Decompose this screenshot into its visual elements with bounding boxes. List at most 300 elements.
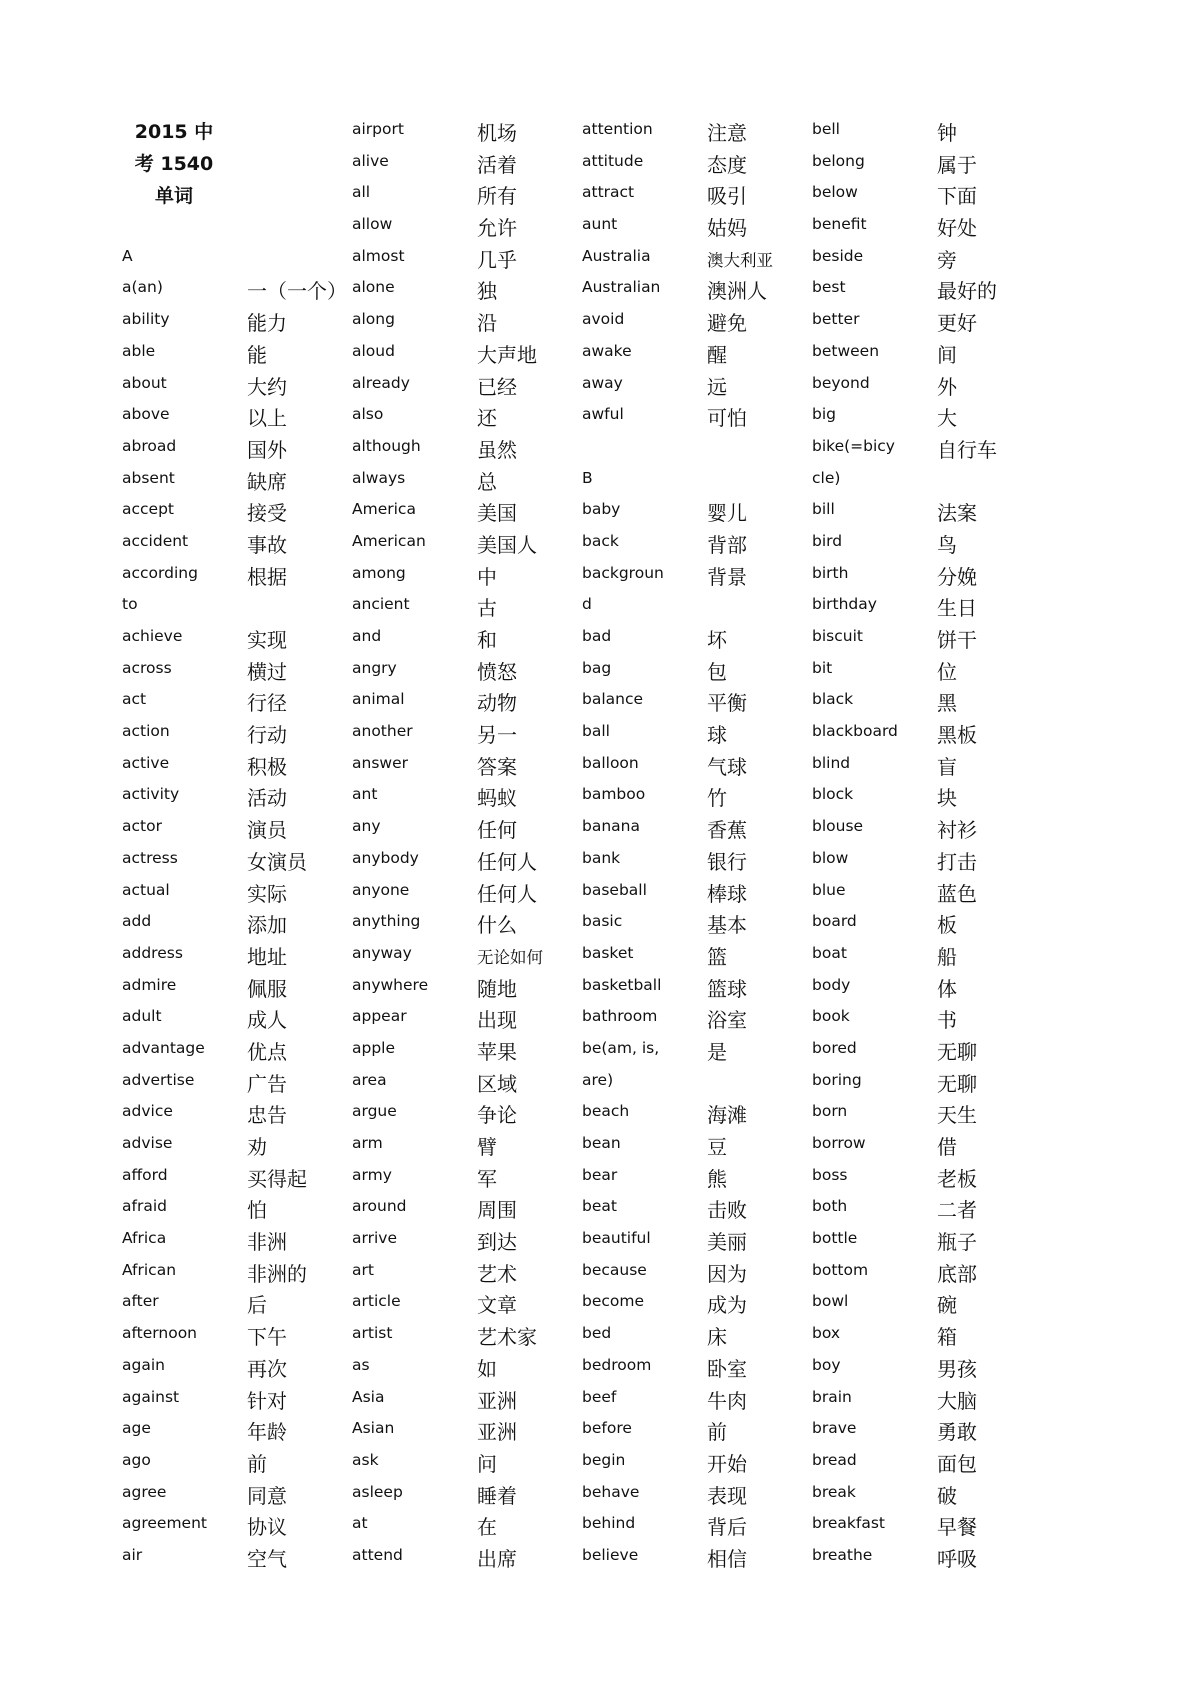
- chinese-meaning: 争论: [477, 1103, 517, 1128]
- english-word: allow: [352, 215, 393, 234]
- vocab-entry: [812, 211, 1052, 243]
- vocab-entry: [122, 781, 362, 813]
- english-word: alive: [352, 151, 389, 170]
- english-word: ability: [122, 310, 170, 329]
- vocab-entry: [812, 686, 1052, 718]
- english-word: ask: [352, 1450, 379, 1469]
- english-word: back: [582, 531, 619, 550]
- english-word: almost: [352, 246, 405, 265]
- english-word: argue: [352, 1102, 397, 1121]
- vocab-entry: [812, 877, 1052, 909]
- vocab-entry: [122, 940, 362, 972]
- chinese-meaning: 随地: [477, 976, 517, 1001]
- vocab-entry: [812, 1130, 1052, 1162]
- vocab-entry: [122, 1225, 362, 1257]
- chinese-meaning: 亚洲: [477, 1420, 517, 1445]
- chinese-meaning: 任何人: [477, 881, 537, 906]
- english-word: bear: [582, 1165, 618, 1184]
- vocab-entry: [122, 1067, 362, 1099]
- vocab-entry: [352, 1035, 592, 1067]
- english-word: asleep: [352, 1482, 403, 1501]
- chinese-meaning: 如: [477, 1356, 497, 1381]
- chinese-meaning: 沿: [477, 311, 497, 336]
- vocab-entry: [352, 1225, 592, 1257]
- english-word: bad: [582, 627, 612, 645]
- english-word: awake: [582, 341, 632, 360]
- english-word: add: [122, 912, 152, 931]
- vocab-entry: [812, 845, 1052, 877]
- english-word: Australian: [582, 278, 661, 297]
- vocab-entry: [122, 655, 362, 687]
- english-word: beach: [582, 1102, 630, 1121]
- vocab-entry: [352, 845, 592, 877]
- english-word: aloud: [352, 341, 395, 360]
- vocab-entry: [122, 560, 362, 592]
- vocab-entry: [352, 1257, 592, 1289]
- english-word: boss: [812, 1165, 848, 1184]
- chinese-meaning: 成为: [707, 1293, 747, 1318]
- chinese-meaning: 床: [707, 1325, 727, 1350]
- vocab-entry: [352, 274, 592, 306]
- english-word: area: [352, 1070, 387, 1089]
- title-line-3: 单词: [154, 185, 193, 207]
- vocab-entry: [582, 370, 822, 402]
- vocab-entry: [582, 877, 822, 909]
- english-word: between: [812, 341, 880, 360]
- vocab-entry: [812, 813, 1052, 845]
- chinese-meaning: 愤怒: [477, 659, 517, 684]
- chinese-meaning: 在: [477, 1515, 497, 1540]
- chinese-meaning: 事故: [247, 532, 287, 557]
- english-word: bank: [582, 848, 621, 867]
- chinese-meaning: 属于: [937, 152, 977, 177]
- english-word: art: [352, 1260, 374, 1279]
- chinese-meaning: 体: [937, 976, 957, 1001]
- chinese-meaning: 开始: [707, 1451, 747, 1476]
- chinese-meaning: 劝: [247, 1135, 267, 1159]
- english-word: board: [812, 912, 857, 931]
- vocab-entry: [582, 718, 822, 750]
- vocab-entry: [352, 1130, 592, 1162]
- vocab-entry: [582, 1384, 822, 1416]
- vocab-entry: [812, 1320, 1052, 1352]
- vocab-entry: [812, 1225, 1052, 1257]
- english-word: answer: [352, 753, 408, 772]
- english-word: balloon: [582, 753, 639, 772]
- vocab-entry: [582, 338, 822, 370]
- chinese-meaning: 任何人: [477, 849, 537, 874]
- english-word: absent: [122, 468, 175, 487]
- vocab-entry: [812, 465, 1052, 497]
- chinese-meaning: 协议: [247, 1515, 287, 1540]
- vocab-entry: [812, 940, 1052, 972]
- vocab-entry: [122, 591, 362, 623]
- vocab-entry: [582, 401, 822, 433]
- chinese-meaning: 背后: [707, 1515, 747, 1540]
- vocab-entry: [122, 908, 362, 940]
- chinese-meaning: 机场: [477, 121, 517, 145]
- chinese-meaning: 空气: [247, 1546, 287, 1571]
- chinese-meaning: 鸟: [937, 532, 957, 557]
- chinese-meaning: 美丽: [707, 1230, 747, 1255]
- vocab-entry: [122, 1415, 362, 1447]
- vocab-entry: [122, 496, 362, 528]
- english-word: any: [352, 817, 381, 836]
- english-word: book: [812, 1007, 850, 1026]
- vocab-entry: [352, 1162, 592, 1194]
- chinese-meaning: 衬衫: [937, 818, 977, 843]
- chinese-meaning: 出现: [477, 1008, 517, 1033]
- english-word: blackboard: [812, 722, 898, 741]
- vocab-entry: [352, 877, 592, 909]
- vocab-entry: [122, 211, 362, 243]
- vocab-entry: [122, 1130, 362, 1162]
- chinese-meaning: 忠告: [247, 1103, 287, 1128]
- english-word: to: [122, 595, 138, 614]
- vocab-entry: [582, 972, 822, 1004]
- chinese-meaning: 外: [937, 374, 957, 399]
- english-word: boring: [812, 1070, 862, 1089]
- vocab-entry: [812, 116, 1052, 148]
- vocab-entry: [122, 813, 362, 845]
- chinese-meaning: 下面: [937, 184, 977, 209]
- english-word: before: [582, 1419, 632, 1438]
- vocab-entry: [122, 972, 362, 1004]
- vocab-entry: [122, 718, 362, 750]
- english-word: anywhere: [352, 975, 429, 994]
- chinese-meaning: 饼干: [937, 628, 977, 652]
- vocab-entry: [812, 1510, 1052, 1542]
- chinese-meaning: 香蕉: [707, 818, 747, 843]
- english-word: also: [352, 405, 384, 424]
- english-word: anyway: [352, 943, 412, 962]
- chinese-meaning: 能: [247, 342, 267, 367]
- chinese-meaning: 非洲: [247, 1230, 287, 1255]
- chinese-meaning: 钟: [937, 121, 957, 145]
- vocab-entry: [122, 338, 362, 370]
- vocab-entry: [582, 1003, 822, 1035]
- vocab-entry: [582, 1067, 822, 1099]
- english-word: box: [812, 1324, 841, 1343]
- vocab-entry: [352, 686, 592, 718]
- english-word: attract: [582, 183, 635, 202]
- vocab-entry: [812, 1098, 1052, 1130]
- english-word: arm: [352, 1134, 383, 1152]
- chinese-meaning: 总: [477, 469, 497, 494]
- english-word: birth: [812, 563, 849, 582]
- vocab-entry: [582, 1225, 822, 1257]
- english-word: bag: [582, 658, 612, 677]
- english-word: bowl: [812, 1292, 849, 1311]
- chinese-meaning: 最好的: [937, 279, 997, 304]
- chinese-meaning: 醒: [707, 342, 727, 367]
- english-word: brave: [812, 1419, 857, 1438]
- chinese-meaning: 早餐: [937, 1515, 977, 1540]
- english-word: at: [352, 1514, 368, 1533]
- english-word: achieve: [122, 627, 183, 645]
- vocab-entry: [812, 623, 1052, 655]
- chinese-meaning: 篮: [707, 944, 727, 969]
- vocab-entry: [582, 274, 822, 306]
- english-word: around: [352, 1197, 407, 1216]
- chinese-meaning: 法案: [937, 501, 977, 526]
- english-word: A: [122, 246, 133, 265]
- english-word: army: [352, 1165, 392, 1184]
- vocab-entry: [122, 306, 362, 338]
- chinese-meaning: 美国: [477, 501, 517, 526]
- english-word: basic: [582, 912, 623, 931]
- english-word: become: [582, 1292, 645, 1311]
- vocab-entry: [352, 433, 592, 465]
- english-word: address: [122, 943, 183, 962]
- english-word: body: [812, 975, 851, 994]
- english-word: aunt: [582, 215, 618, 234]
- vocab-entry: [122, 1035, 362, 1067]
- chinese-meaning: 银行: [707, 849, 747, 874]
- vocab-column-3: [582, 116, 822, 1574]
- english-word: apple: [352, 1038, 396, 1057]
- vocab-entry: [122, 1003, 362, 1035]
- vocab-entry: [352, 528, 592, 560]
- english-word: after: [122, 1292, 159, 1311]
- english-word: actor: [122, 817, 162, 836]
- vocab-entry: [812, 179, 1052, 211]
- chinese-meaning: 自行车: [937, 437, 997, 462]
- english-word: bed: [582, 1324, 612, 1343]
- vocab-entry: [352, 1479, 592, 1511]
- english-word: activity: [122, 785, 180, 804]
- english-word: anybody: [352, 848, 419, 867]
- chinese-meaning: 卧室: [707, 1356, 747, 1381]
- chinese-meaning: 球: [707, 723, 727, 748]
- vocab-entry: [582, 940, 822, 972]
- vocab-entry: [582, 1130, 822, 1162]
- chinese-meaning: 非洲的: [247, 1261, 307, 1286]
- vocab-entry: [582, 1352, 822, 1384]
- vocab-entry: [582, 1098, 822, 1130]
- chinese-meaning: 优点: [247, 1039, 287, 1064]
- chinese-meaning: 佩服: [247, 976, 287, 1001]
- chinese-meaning: 行动: [247, 723, 287, 748]
- vocab-entry: [812, 1384, 1052, 1416]
- vocab-entry: [352, 591, 592, 623]
- english-word: birthday: [812, 595, 877, 614]
- chinese-meaning: 活动: [247, 786, 287, 811]
- english-word: across: [122, 658, 172, 677]
- chinese-meaning: 所有: [477, 184, 517, 209]
- chinese-meaning: 女演员: [247, 849, 307, 874]
- chinese-meaning: 演员: [247, 818, 287, 843]
- chinese-meaning: 另一: [477, 723, 517, 748]
- vocab-column-2: [352, 116, 592, 1574]
- english-word: anything: [352, 912, 421, 931]
- english-word: bell: [812, 120, 840, 138]
- english-word: agreement: [122, 1514, 207, 1533]
- chinese-meaning: 前: [247, 1451, 267, 1476]
- english-word: advertise: [122, 1070, 195, 1089]
- chinese-meaning: 可怕: [707, 406, 747, 431]
- english-word: bamboo: [582, 785, 646, 804]
- chinese-meaning: 中: [477, 564, 497, 589]
- vocab-entry: [812, 560, 1052, 592]
- vocab-entry: [812, 1162, 1052, 1194]
- vocab-entry: [122, 845, 362, 877]
- vocab-entry: [582, 116, 822, 148]
- vocab-entry: [582, 750, 822, 782]
- chinese-meaning: 破: [937, 1483, 957, 1508]
- chinese-meaning: 勇敢: [937, 1420, 977, 1445]
- english-word: born: [812, 1102, 848, 1121]
- english-word: along: [352, 310, 395, 329]
- chinese-meaning: 国外: [247, 437, 287, 462]
- vocab-entry: [812, 528, 1052, 560]
- chinese-meaning: 实现: [247, 628, 287, 652]
- english-word: admire: [122, 975, 177, 994]
- english-word: already: [352, 373, 410, 392]
- english-word: basket: [582, 943, 634, 962]
- english-word: bill: [812, 500, 835, 519]
- chinese-meaning: 独: [477, 279, 497, 304]
- english-word: bird: [812, 531, 843, 550]
- vocab-entry: [352, 718, 592, 750]
- vocab-entry: [812, 274, 1052, 306]
- vocab-entry: [582, 496, 822, 528]
- vocab-entry: [582, 623, 822, 655]
- english-word: another: [352, 722, 413, 741]
- vocab-entry: [812, 370, 1052, 402]
- english-word: ant: [352, 785, 378, 804]
- chinese-meaning: 下午: [247, 1325, 287, 1350]
- chinese-meaning: 篮球: [707, 976, 747, 1001]
- english-word: airport: [352, 120, 404, 138]
- english-word: beef: [582, 1387, 617, 1406]
- vocab-entry: [122, 370, 362, 402]
- vocab-entry: [812, 1415, 1052, 1447]
- vocab-entry: [352, 1384, 592, 1416]
- english-word: Australia: [582, 246, 651, 265]
- vocab-entry: [352, 781, 592, 813]
- vocab-entry: [582, 813, 822, 845]
- chinese-meaning: 因为: [707, 1261, 747, 1286]
- chinese-meaning: 无聊: [937, 1071, 977, 1096]
- vocab-entry: [352, 1193, 592, 1225]
- english-word: boat: [812, 943, 847, 962]
- chinese-meaning: 动物: [477, 691, 517, 716]
- vocab-entry: [352, 1003, 592, 1035]
- vocab-entry: [812, 1257, 1052, 1289]
- vocab-entry: [812, 781, 1052, 813]
- chinese-meaning: 生日: [937, 596, 977, 621]
- english-word: afford: [122, 1165, 168, 1184]
- english-word: B: [582, 468, 593, 487]
- chinese-meaning: 再次: [247, 1356, 287, 1381]
- english-word: able: [122, 341, 156, 360]
- vocab-entry: [582, 1542, 822, 1574]
- vocab-entry: [812, 655, 1052, 687]
- chinese-meaning: 积极: [247, 754, 287, 779]
- chinese-meaning: 大约: [247, 374, 287, 399]
- chinese-meaning: 借: [937, 1135, 957, 1159]
- chinese-meaning: 怕: [247, 1198, 267, 1223]
- vocab-entry: [812, 1447, 1052, 1479]
- vocab-entry: [812, 496, 1052, 528]
- vocab-entry: [812, 750, 1052, 782]
- vocab-entry: [122, 1479, 362, 1511]
- vocab-entry: [122, 148, 362, 180]
- chinese-meaning: 位: [937, 659, 957, 684]
- chinese-meaning: 活着: [477, 152, 517, 177]
- chinese-meaning: 船: [937, 944, 957, 969]
- vocab-entry: [352, 1067, 592, 1099]
- vocab-entry: [812, 908, 1052, 940]
- english-word: air: [122, 1545, 143, 1564]
- vocab-entry: [812, 1067, 1052, 1099]
- chinese-meaning: 好处: [937, 216, 977, 241]
- chinese-meaning: 书: [937, 1008, 957, 1033]
- vocab-entry: [582, 211, 822, 243]
- vocab-entry: [352, 972, 592, 1004]
- english-word: avoid: [582, 310, 625, 329]
- english-word: baseball: [582, 880, 647, 899]
- english-word: anyone: [352, 880, 410, 899]
- chinese-meaning: 态度: [707, 152, 747, 177]
- chinese-meaning: 表现: [707, 1483, 747, 1508]
- vocab-entry: [122, 1098, 362, 1130]
- english-word: believe: [582, 1545, 639, 1564]
- vocab-entry: [122, 1510, 362, 1542]
- vocab-entry: [352, 338, 592, 370]
- chinese-meaning: 海滩: [707, 1103, 747, 1128]
- vocab-entry: [352, 750, 592, 782]
- english-word: block: [812, 785, 854, 804]
- english-word: because: [582, 1260, 647, 1279]
- chinese-meaning: 问: [477, 1451, 497, 1476]
- chinese-meaning: 更好: [937, 311, 977, 336]
- chinese-meaning: 打击: [937, 849, 977, 874]
- english-word: article: [352, 1292, 401, 1311]
- vocab-entry: [352, 465, 592, 497]
- english-word: alone: [352, 278, 395, 297]
- chinese-meaning: 底部: [937, 1261, 977, 1286]
- vocab-entry: [812, 1003, 1052, 1035]
- english-word: below: [812, 183, 858, 202]
- vocab-entry: [122, 1320, 362, 1352]
- english-word: better: [812, 310, 860, 329]
- chinese-meaning: 大: [937, 406, 957, 431]
- english-word: artist: [352, 1324, 393, 1343]
- chinese-meaning: 苹果: [477, 1039, 517, 1064]
- chinese-meaning: 背部: [707, 532, 747, 557]
- chinese-meaning: 周围: [477, 1198, 517, 1223]
- chinese-meaning: 吸引: [707, 184, 747, 209]
- chinese-meaning: 牛肉: [707, 1388, 747, 1413]
- chinese-meaning: 气球: [707, 754, 747, 779]
- vocab-entry: [352, 908, 592, 940]
- chinese-meaning: 天生: [937, 1103, 977, 1128]
- chinese-meaning: 澳大利亚: [707, 250, 773, 270]
- chinese-meaning: 后: [247, 1293, 267, 1318]
- vocab-entry: [582, 1288, 822, 1320]
- vocab-entry: [812, 1479, 1052, 1511]
- vocab-entry: [582, 179, 822, 211]
- english-word: ball: [582, 722, 610, 741]
- english-word: always: [352, 468, 406, 487]
- vocab-entry: [352, 813, 592, 845]
- chinese-meaning: 同意: [247, 1483, 287, 1508]
- english-word: begin: [582, 1450, 626, 1469]
- vocab-entry: [812, 591, 1052, 623]
- vocab-entry: [352, 306, 592, 338]
